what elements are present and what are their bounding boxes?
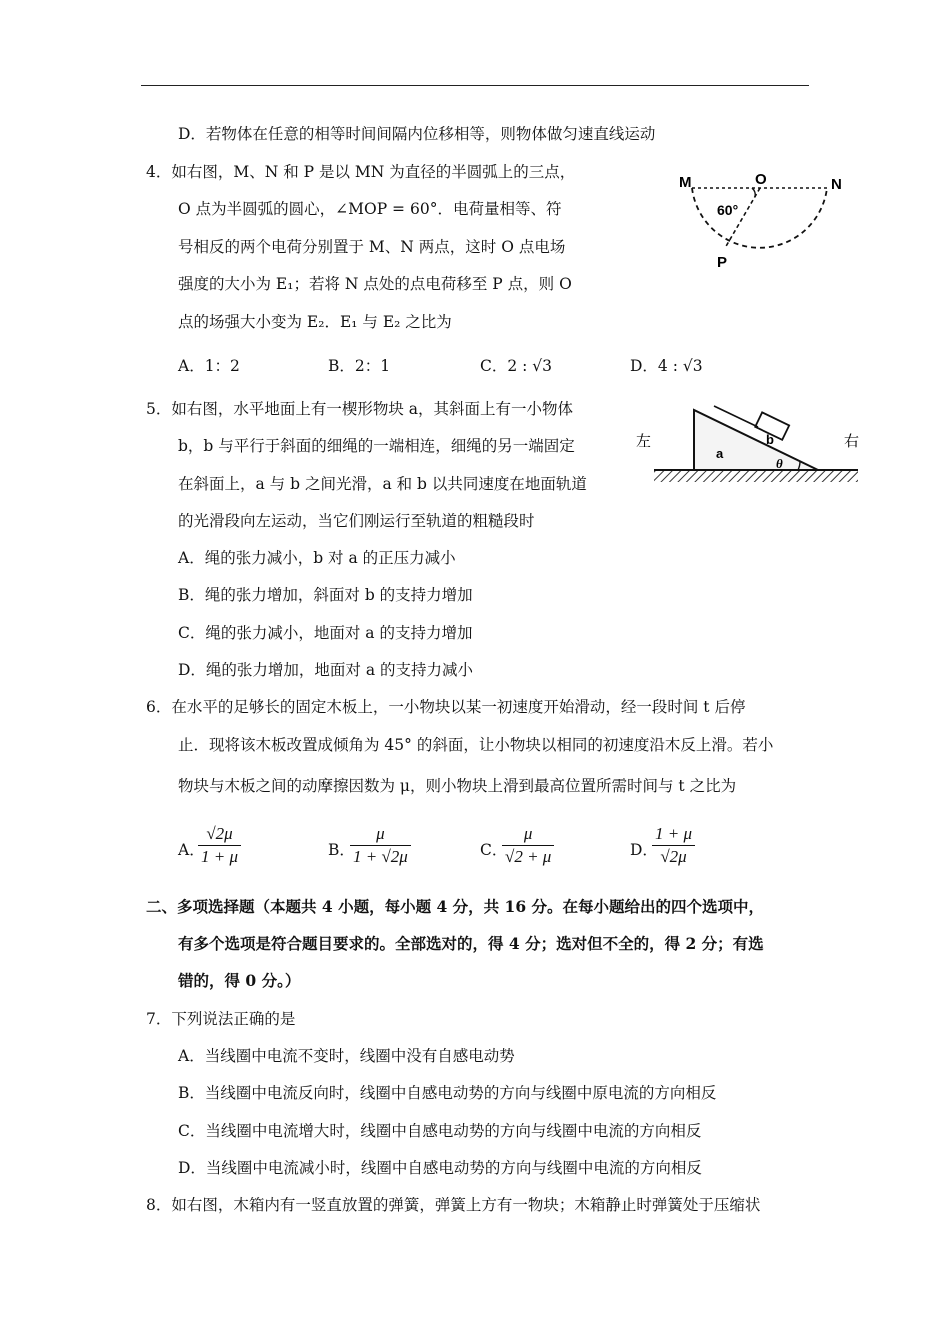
q6-option-d-label: D． xyxy=(630,841,658,859)
label-m: M xyxy=(679,174,692,191)
q4-semicircle-figure xyxy=(665,168,855,278)
angle-arc xyxy=(752,188,755,197)
q7-option-c: C．当线圈中电流增大时，线圈中自感电动势的方向与线圈中电流的方向相反 xyxy=(178,1122,702,1140)
q4-line-3: 号相反的两个电荷分别置于 M、N 两点，这时 O 点电场 xyxy=(178,238,566,256)
label-theta: θ xyxy=(776,456,783,471)
q6-option-b-fraction xyxy=(350,823,411,868)
q3-option-d: D．若物体在任意的相等时间间隔内位移相等，则物体做匀速直线运动 xyxy=(178,125,656,143)
wedge-a xyxy=(694,410,818,470)
header-rule xyxy=(141,85,809,86)
q5-line-1: 5．如右图，水平地面上有一楔形物块 a，其斜面上有一小物体 xyxy=(146,400,574,418)
q6-line-2: 止．现将该木板改置成倾角为 45° 的斜面，让小物块以相同的初速度沿木反上滑。若小 xyxy=(178,736,774,754)
label-o: O xyxy=(755,171,767,188)
section2-line-1: 二、多项选择题（本题共 4 小题，每小题 4 分，共 16 分。在每小题给出的四个选项中， xyxy=(146,897,765,916)
q6-option-a-label: A． xyxy=(178,841,205,859)
q5-option-c: C．绳的张力减小，地面对 a 的支持力增加 xyxy=(178,624,473,642)
numerator: μ xyxy=(523,824,533,843)
q4-line-2: O 点为半圆弧的圆心，∠MOP = 60°．电荷量相等、符 xyxy=(178,200,562,218)
q4-option-b: B．2：1 xyxy=(328,357,391,375)
q7-stem: 7．下列说法正确的是 xyxy=(146,1010,296,1028)
label-right: 右 xyxy=(844,432,860,450)
label-n: N xyxy=(831,176,842,193)
q6-option-b-label: B． xyxy=(328,841,355,859)
q5-option-b: B．绳的张力增加，斜面对 b 的支持力增加 xyxy=(178,586,473,604)
label-p: P xyxy=(717,254,728,271)
q5-option-d: D．绳的张力增加，地面对 a 的支持力减小 xyxy=(178,661,474,679)
q7-option-b: B．当线圈中电流反向时，线圈中自感电动势的方向与线圈中原电流的方向相反 xyxy=(178,1084,717,1102)
label-b: b xyxy=(766,432,774,447)
numerator: √2μ xyxy=(206,824,233,843)
q6-option-d-fraction xyxy=(652,823,695,868)
radius-op xyxy=(725,188,760,248)
q8-stem: 8．如右图，木箱内有一竖直放置的弹簧，弹簧上方有一物块；木箱静止时弹簧处于压缩状 xyxy=(146,1196,761,1214)
q5-line-4: 的光滑段向左运动，当它们刚运行至轨道的粗糙段时 xyxy=(178,512,535,530)
q5-line-3: 在斜面上，a 与 b 之间光滑，a 和 b 以共同速度在地面轨道 xyxy=(178,475,587,493)
semicircle-arc xyxy=(692,188,827,248)
section2-line-3: 错的，得 0 分。） xyxy=(178,971,301,990)
label-left: 左 xyxy=(636,432,652,450)
denominator: 1 + μ xyxy=(201,847,239,866)
q6-option-a-fraction xyxy=(198,823,241,868)
q6-line-3: 物块与木板之间的动摩擦因数为 μ，则小物块上滑到最高位置所需时间与 t 之比为 xyxy=(178,777,737,795)
q4-option-c: C．2 : √3 xyxy=(480,357,553,375)
q7-option-d: D．当线圈中电流减小时，线圈中自感电动势的方向与线圈中电流的方向相反 xyxy=(178,1159,702,1177)
numerator: μ xyxy=(376,824,385,843)
q5-option-a: A．绳的张力减小，b 对 a 的正压力减小 xyxy=(178,549,456,567)
q7-option-a: A．当线圈中电流不变时，线圈中没有自感电动势 xyxy=(178,1047,515,1065)
section2-line-2: 有多个选项是符合题目要求的。全部选对的，得 4 分；选对但不全的，得 2 分；有选 xyxy=(178,934,764,953)
q5-line-2: b，b 与平行于斜面的细绳的一端相连，细绳的另一端固定 xyxy=(178,437,575,455)
q6-option-c-fraction xyxy=(502,823,554,868)
q4-option-a: A．1：2 xyxy=(178,357,240,375)
q4-option-d: D．4 : √3 xyxy=(630,357,703,375)
numerator: 1 + μ xyxy=(655,824,693,843)
ground-hatch xyxy=(654,470,858,482)
q4-line-4: 强度的大小为 E₁；若将 N 点处的点电荷移至 P 点，则 O xyxy=(178,275,572,293)
denominator: √2 + μ xyxy=(505,847,552,866)
label-a: a xyxy=(716,446,724,461)
q5-wedge-figure xyxy=(630,402,868,494)
q4-line-1: 4．如右图，M、N 和 P 是以 MN 为直径的半圆弧上的三点， xyxy=(146,163,576,181)
label-angle: 60° xyxy=(717,202,739,218)
q6-line-1: 6．在水平的足够长的固定木板上，一小物块以某一初速度开始滑动，经一段时间 t 后停 xyxy=(146,698,746,716)
denominator: √2μ xyxy=(660,847,687,866)
denominator: 1 + √2μ xyxy=(353,847,408,866)
q4-line-5: 点的场强大小变为 E₂．E₁ 与 E₂ 之比为 xyxy=(178,313,452,331)
q6-option-c-label: C． xyxy=(480,841,508,859)
